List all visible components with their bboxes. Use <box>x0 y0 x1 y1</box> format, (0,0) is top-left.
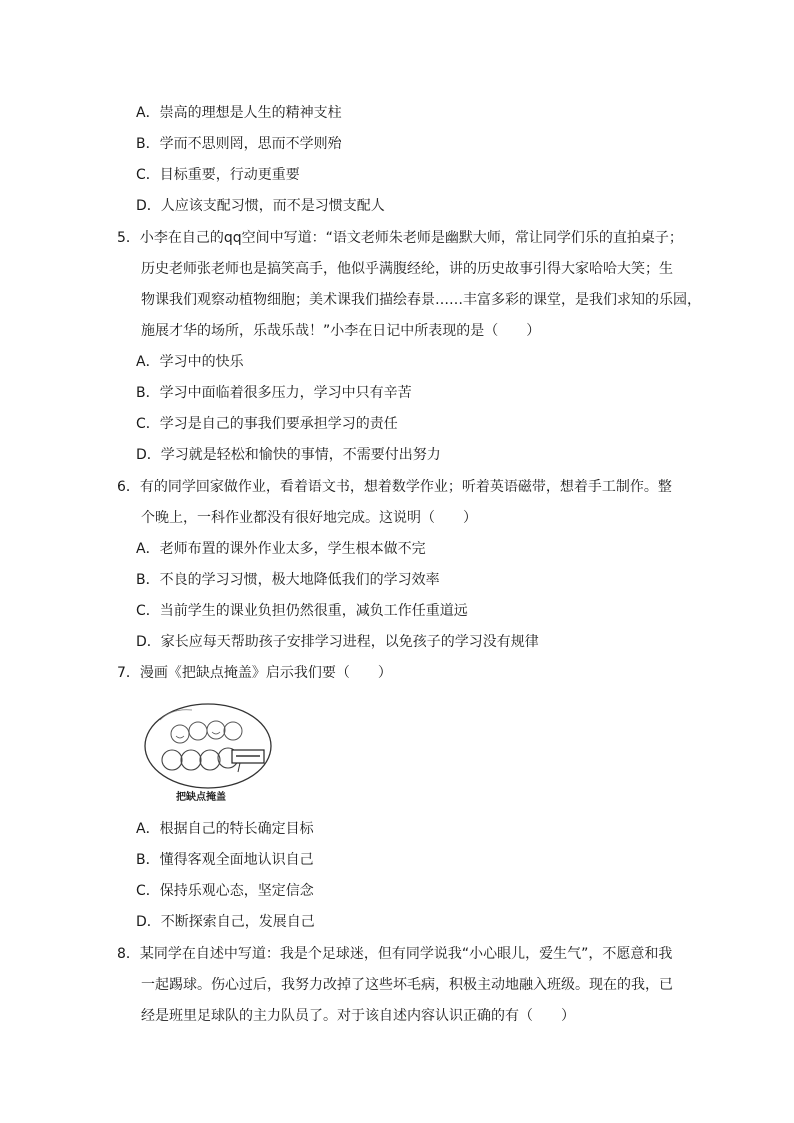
q5-stem-line-3: 物课我们观察动植物细胞；美术课我们描绘春景……丰富多彩的课堂，是我们求知的乐园， <box>141 292 701 308</box>
cartoon-drawing <box>142 700 276 792</box>
q6-stem-line-1: 6．有的同学回家做作业，看着语文书，想着数学作业；听着英语磁带，想着手工制作。整 <box>117 479 672 495</box>
q6-option-c: C．当前学生的课业负担仍然很重，减负工作任重道远 <box>136 603 468 619</box>
q4-option-c: C．目标重要，行动更重要 <box>136 167 300 183</box>
q6-option-a: A．老师布置的课外作业太多，学生根本做不完 <box>136 541 426 557</box>
q7-stem: 7．漫画《把缺点掩盖》启示我们要（ ） <box>117 665 392 681</box>
q7-option-b: B．懂得客观全面地认识自己 <box>136 852 314 868</box>
q6-stem-line-2: 个晚上，一科作业都没有很好地完成。这说明（ ） <box>141 510 477 526</box>
q7-option-a: A．根据自己的特长确定目标 <box>136 821 314 837</box>
q7-option-d: D．不断探索自己，发展自己 <box>136 914 315 930</box>
q5-option-d: D．学习就是轻松和愉快的事情，不需要付出努力 <box>136 447 441 463</box>
q5-stem-line-4: 施展才华的场所，乐哉乐哉！”小李在日记中所表现的是（ ） <box>141 323 541 339</box>
q5-option-c: C．学习是自己的事我们要承担学习的责任 <box>136 416 398 432</box>
q5-option-b: B．学习中面临着很多压力，学习中只有辛苦 <box>136 385 412 401</box>
q5-stem-line-2: 历史老师张老师也是搞笑高手，他似乎满腹经纶，讲的历史故事引得大家哈哈大笑；生 <box>141 261 673 277</box>
q4-option-d: D．人应该支配习惯，而不是习惯支配人 <box>136 198 385 214</box>
q7-option-c: C．保持乐观心态，坚定信念 <box>136 883 314 899</box>
q8-stem-line-2: 一起踢球。伤心过后，我努力改掉了这些坏毛病，积极主动地融入班级。现在的我，已 <box>141 977 673 993</box>
q6-option-d: D．家长应每天帮助孩子安排学习进程，以免孩子的学习没有规律 <box>136 634 539 650</box>
q6-option-b: B．不良的学习习惯，极大地降低我们的学习效率 <box>136 572 440 588</box>
q5-option-a: A．学习中的快乐 <box>136 354 244 370</box>
cartoon-caption: 把缺点掩盖 <box>176 792 226 803</box>
q5-stem-line-1: 5．小李在自己的qq空间中写道：“语文老师朱老师是幽默大师，常让同学们乐的直拍桌子； <box>117 230 683 246</box>
q8-stem-line-1: 8．某同学在自述中写道：我是个足球迷，但有同学说我“小心眼儿，爱生气”，不愿意和我 <box>117 946 673 962</box>
q4-option-a: A．崇高的理想是人生的精神支柱 <box>136 105 342 121</box>
q8-stem-line-3: 经是班里足球队的主力队员了。对于该自述内容认识正确的有（ ） <box>141 1008 575 1024</box>
q4-option-b: B．学而不思则罔，思而不学则殆 <box>136 136 342 152</box>
